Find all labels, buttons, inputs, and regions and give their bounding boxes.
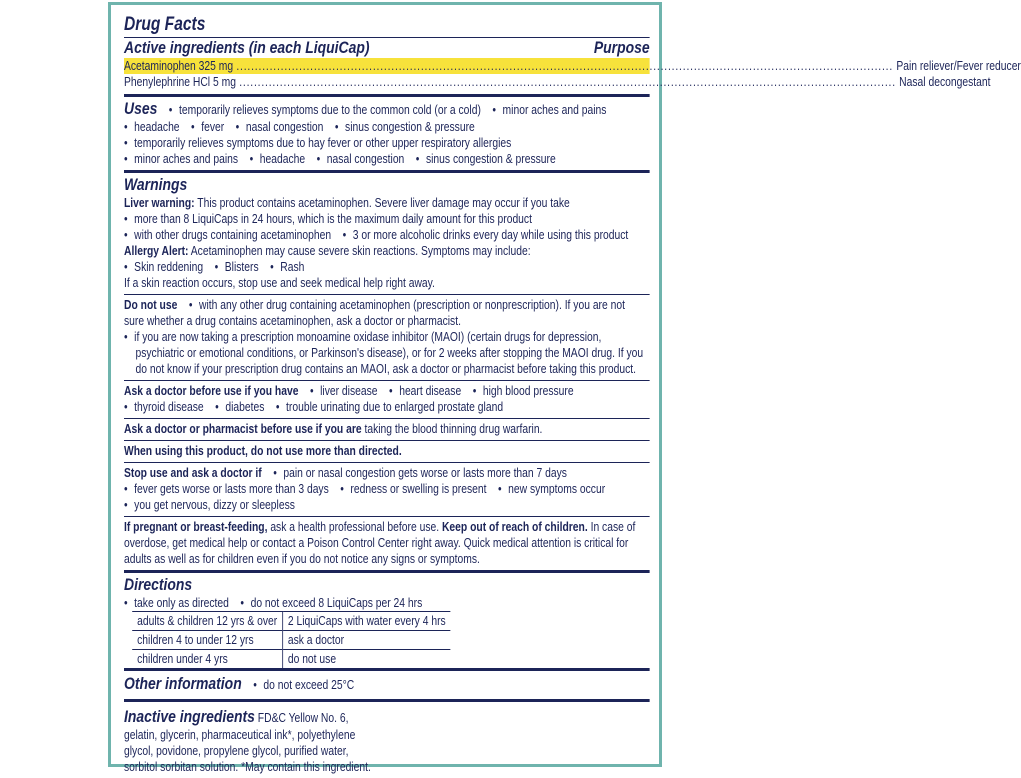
direction-item: • take only as directed <box>124 596 229 610</box>
do-not-use-label: Do not use <box>124 298 178 312</box>
symptom-item: • Blisters <box>215 260 259 274</box>
use-item: • sinus congestion & pressure <box>335 120 475 134</box>
uses-section <box>124 97 650 170</box>
age-cell: children under 4 yrs <box>132 650 282 669</box>
ingredient-purpose: Nasal decongestant <box>899 75 991 89</box>
leader-dots: .................................................................................................................................................................................. <box>239 75 896 89</box>
inactive-ingredients-section <box>124 702 650 778</box>
dose-cell: 2 LiquiCaps with water every 4 hrs <box>283 612 451 631</box>
condition-item: • thyroid disease <box>124 400 204 414</box>
direction-item: • do not exceed 8 LiquiCaps per 24 hrs <box>240 596 422 610</box>
ask-pharmacist-text: taking the blood thinning drug warfarin. <box>361 422 543 436</box>
use-item: • temporarily relieves symptoms due to the common cold (or a cold) <box>169 103 481 117</box>
use-item: • headache <box>250 152 306 166</box>
ask-doctor-section <box>124 381 650 418</box>
overdose-text: In case of <box>587 520 636 534</box>
uses-heading: Uses <box>124 99 158 118</box>
use-item: • fever <box>191 120 224 134</box>
pregnant-label: If pregnant or breast-feeding, <box>124 520 268 534</box>
stop-item: • new symptoms occur <box>498 482 605 496</box>
use-item: • headache <box>124 120 180 134</box>
directions-heading: Directions <box>124 575 193 594</box>
other-item: • do not exceed 25°C <box>253 678 354 692</box>
ingredient-name: Acetaminophen 325 mg <box>124 59 234 73</box>
stop-item: • you get nervous, dizzy or sleepless <box>124 497 650 513</box>
other-information-heading: Other information <box>124 674 242 693</box>
overdose-text: adults as well as for children even if you do not notice any signs or symptoms. <box>124 552 480 566</box>
warning-item: • if you are now taking a prescription monoamine oxidase inhibitor (MAOI) (certain drugs for depression, <box>124 329 650 345</box>
inactive-text: gelatin, glycerin, pharmaceutical ink*, polyethylene <box>124 728 356 742</box>
use-item: • temporarily relieves symptoms due to hay fever or other upper respiratory allergies <box>124 136 511 150</box>
stop-item: • pain or nasal congestion gets worse or lasts more than 7 days <box>273 466 567 480</box>
symptom-item: • Skin reddening <box>124 260 203 274</box>
overdose-text: overdose, get medical help or contact a Poison Control Center right away. Quick medical attention is critical for <box>124 536 629 550</box>
symptom-item: • Rash <box>270 260 304 274</box>
use-item: • nasal congestion <box>236 120 324 134</box>
warning-text: sure whether a drug contains acetaminophen, ask a doctor or pharmacist. <box>124 314 461 328</box>
condition-item: • diabetes <box>215 400 264 414</box>
ask-pharmacist-label: Ask a doctor or pharmacist before use if you are <box>124 422 362 436</box>
warning-item: • with any other drug containing acetaminophen (prescription or nonprescription). If you are not <box>189 298 625 312</box>
keep-out-label: Keep out of reach of children. <box>441 520 588 534</box>
warnings-section <box>124 173 650 294</box>
do-not-use-section <box>124 295 650 380</box>
use-item: • minor aches and pains <box>492 103 606 117</box>
warning-item: • with other drugs containing acetaminophen <box>124 228 331 242</box>
condition-item: • liver disease <box>310 384 378 398</box>
warning-text: do not know if your prescription drug contains an MAOI, ask a doctor or pharmacist before taking this product. <box>135 362 637 376</box>
condition-item: • high blood pressure <box>473 384 574 398</box>
ingredient-row <box>124 58 1021 74</box>
dosage-table <box>132 611 450 668</box>
active-header <box>124 38 650 58</box>
active-heading: Active ingredients (in each LiquiCap) <box>124 38 370 57</box>
age-cell: adults & children 12 yrs & over <box>132 612 282 631</box>
stop-use-section <box>124 463 650 516</box>
warnings-heading: Warnings <box>124 175 188 194</box>
use-item: • nasal congestion <box>317 152 405 166</box>
warning-item: • 3 or more alcoholic drinks every day while using this product <box>343 228 629 242</box>
dose-cell: do not use <box>283 650 451 669</box>
liver-warning-label: Liver warning: <box>124 196 195 210</box>
use-item: • minor aches and pains <box>124 152 238 166</box>
purpose-heading: Purpose <box>593 38 650 57</box>
table-row <box>132 650 450 669</box>
inactive-text: glycol, povidone, propylene glycol, purified water, <box>124 744 349 758</box>
condition-item: • heart disease <box>389 384 461 398</box>
drug-facts-panel <box>108 2 1021 774</box>
inactive-text: sorbitol sorbitan solution. *May contain this ingredient. <box>124 760 371 774</box>
table-row <box>132 631 450 650</box>
ingredient-name: Phenylephrine HCl 5 mg <box>124 75 236 89</box>
condition-item: • trouble urinating due to enlarged prostate gland <box>276 400 503 414</box>
ask-pharmacist-section <box>124 419 650 440</box>
allergy-alert-text: Acetaminophen may cause severe skin reactions. Symptoms may include: <box>188 244 531 258</box>
dose-cell: ask a doctor <box>283 631 451 650</box>
pregnant-text: ask a health professional before use. <box>267 520 442 534</box>
table-row <box>132 612 450 631</box>
ask-doctor-label: Ask a doctor before use if you have <box>124 384 299 398</box>
age-cell: children 4 to under 12 yrs <box>132 631 282 650</box>
stop-item: • redness or swelling is present <box>340 482 486 496</box>
allergy-after-text: If a skin reaction occurs, stop use and seek medical help right away. <box>124 276 435 290</box>
ingredient-row <box>124 74 991 90</box>
inactive-text: FD&C Yellow No. 6, <box>254 711 349 725</box>
ingredient-purpose: Pain reliever/Fever reducer <box>896 59 1021 73</box>
allergy-alert-label: Allergy Alert: <box>124 244 189 258</box>
drug-facts-title: Drug Facts <box>124 14 206 35</box>
liver-warning-text: This product contains acetaminophen. Severe liver damage may occur if you take <box>194 196 570 210</box>
pregnancy-section <box>124 517 650 570</box>
use-item: • sinus congestion & pressure <box>416 152 556 166</box>
other-information-section <box>124 671 650 699</box>
when-using-text: When using this product, do not use more than directed. <box>124 444 402 458</box>
stop-item: • fever gets worse or lasts more than 3 days <box>124 482 329 496</box>
directions-section <box>124 573 650 668</box>
stop-use-label: Stop use and ask a doctor if <box>124 466 262 480</box>
leader-dots: .................................................................................................................................................................................. <box>236 59 894 73</box>
warning-text: psychiatric or emotional conditions, or Parkinson's disease), or for 2 weeks after stopping the MAOI drug. If you <box>135 346 644 360</box>
warning-item: • more than 8 LiquiCaps in 24 hours, which is the maximum daily amount for this product <box>124 211 650 227</box>
inactive-heading: Inactive ingredients <box>124 707 255 726</box>
